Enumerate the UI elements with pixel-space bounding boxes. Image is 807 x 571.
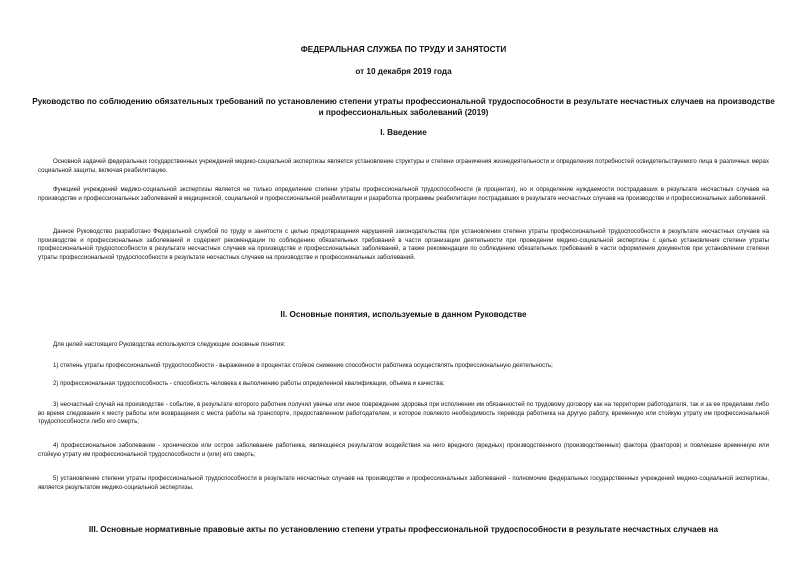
section-2-intro: Для целей настоящего Руководства используются следующие основные понятия: — [53, 341, 286, 348]
section-2-heading: II. Основные понятия, используемые в данном Руководстве — [280, 310, 527, 319]
definition-1: 1) степень утраты профессиональной трудоспособности - выраженное в процентах стойкое снижение способности работника осуществлять профессиональную деятельность; — [53, 362, 553, 369]
document-title: Руководство по соблюдению обязательных требований по установлению степени утраты профессиональной трудоспособности в результате несчастных случаев на производстве и профессиональных заболеваний (2019) — [32, 97, 775, 117]
document-date: от 10 декабря 2019 года — [355, 67, 452, 76]
section-1-paragraph-1: Основной задачей федеральных государственных учреждений медико-социальной экспертизы является установление структуры и степени ограничения жизнедеятельности и определения потребностей освидетельствуемого лица в различных мерах социальной защиты, включая реабилитацию. — [38, 158, 769, 174]
definition-5: 5) установление степени утраты профессиональной трудоспособности в результате несчастных случаев на производстве и профессиональных заболеваний - полномочие федеральных государственных учреждений медико-социальной экспертизы, является результатом медико-социальной экспертизы. — [38, 475, 769, 491]
section-1-heading: I. Введение — [380, 128, 427, 137]
definition-4: 4) профессиональное заболевание - хроническое или острое заболевание работника, являющееся результатом воздействия на него вредного (вредных) производственного (производственных) фактора (факторов) и повлекшее временную или стойкую утрату им профессиональной трудоспособности и (или) его смерть; — [38, 442, 769, 458]
section-3-heading: III. Основные нормативные правовые акты по установлению степени утраты профессиональной трудоспособности в результате несчастных случаев на — [88, 525, 719, 534]
agency-name: ФЕДЕРАЛЬНАЯ СЛУЖБА ПО ТРУДУ И ЗАНЯТОСТИ — [300, 45, 507, 54]
section-1-paragraph-3: Данное Руководство разработано Федеральной службой по труду и занятости с целью предотвращения нарушений законодательства при установлении степени утраты профессиональной трудоспособности в результате несчастных случаев на производстве и профессиональных заболеваний и содержит рекомендации по соблюдению обязательных требований в части организации деятельности при проведении медико-социальной экспертизы с целью установления степени утраты профессиональной трудоспособности в результате несчастных случаев на производстве и профессиональных заболеваний, а также рекомендации по соблюдению обязательных требований в части оформления документов при установлении степени утраты профессиональной трудоспособности в результате несчастных случаев на производстве и профессиональных заболеваний. — [38, 228, 769, 261]
definition-2: 2) профессиональная трудоспособность - способность человека к выполнению работы определенной квалификации, объема и качества; — [53, 380, 445, 387]
definition-3: 3) несчастный случай на производстве - событие, в результате которого работник получил увечье или иное повреждение здоровья при исполнении им обязанностей по трудовому договору как на территории работодателя, так и за ее пределами либо во время следования к месту работы или возвращения с места работы на транспорте, предоставленном работодателем, и которое повлекло необходимость перевода работника на другую работу, временную или стойкую утрату им профессиональной трудоспособности либо его смерть; — [38, 401, 769, 426]
section-1-paragraph-2: Функцией учреждений медико-социальной экспертизы является не только определение степени утраты профессиональной трудоспособности (в процентах), но и определение нуждаемости пострадавших в результате несчастных случаев на производстве и профессиональных заболеваний в медицинской, социальной и профессиональной реабилитации и разработка программы реабилитации пострадавших в результате несчастных случаев на производстве и профессиональных заболеваний. — [38, 186, 769, 202]
